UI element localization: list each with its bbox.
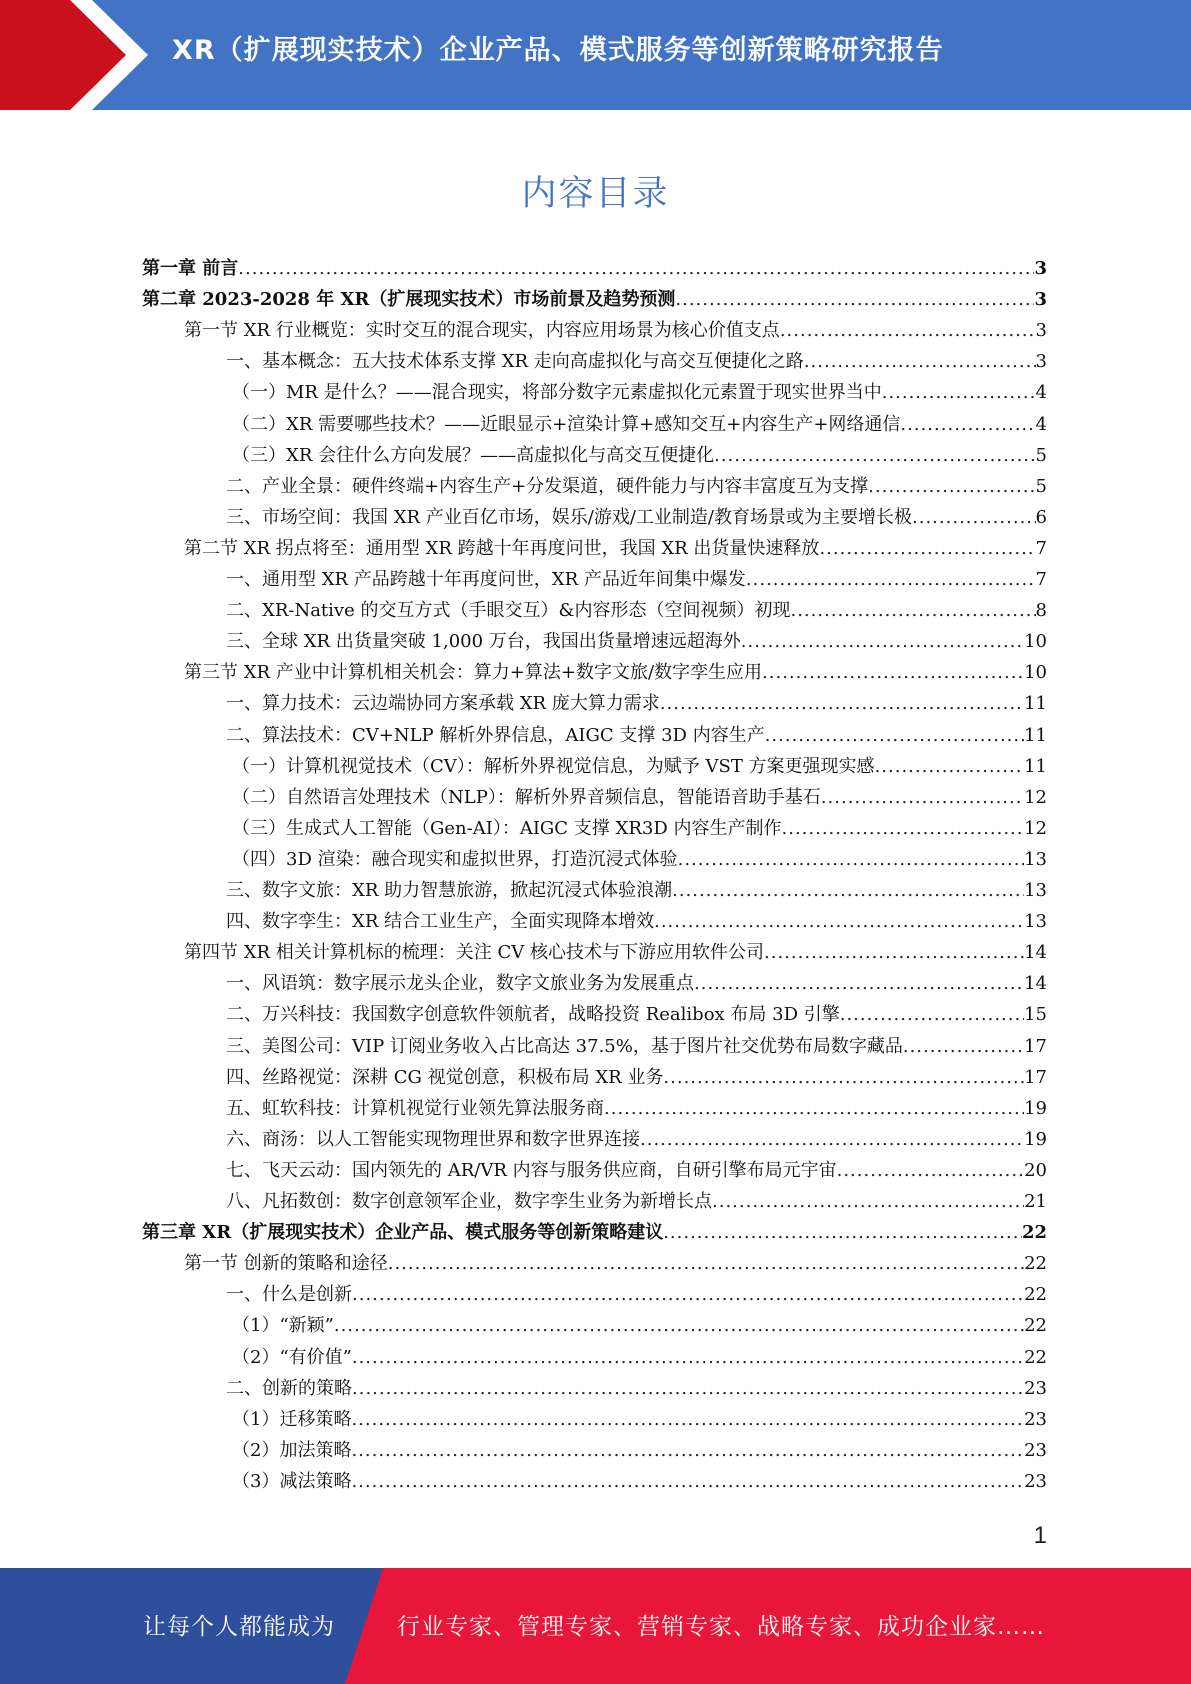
toc-entry[interactable] — [232, 377, 1047, 408]
toc-entry-page: 11 — [1024, 724, 1047, 746]
footer-banner — [0, 1568, 1191, 1684]
toc-leader-dots — [352, 1279, 1024, 1310]
toc-entry[interactable] — [184, 533, 1047, 564]
toc-entry-page: 19 — [1024, 1097, 1047, 1119]
toc-entry-title: 二、创新的策略 — [226, 1377, 352, 1399]
toc-entry[interactable] — [232, 1466, 1047, 1497]
toc-entry[interactable] — [232, 1310, 1047, 1341]
toc-entry-title: 三、全球 XR 出货量突破 1,000 万台，我国出货量增速远超海外 — [226, 631, 741, 653]
toc-entry[interactable] — [232, 751, 1047, 782]
toc-entry-title: 一、什么是创新 — [226, 1284, 352, 1306]
toc-entry-title: 三、数字文旅：XR 助力智慧旅游，掀起沉浸式体验浪潮 — [226, 880, 673, 901]
toc-entry-title: 五、虹软科技：计算机视觉行业领先算法服务商 — [226, 1097, 604, 1119]
toc-entry-title: 第二章 2023-2028 年 XR（扩展现实技术）市场前景及趋势预测 — [142, 289, 676, 311]
toc-entry-title: （二）自然语言处理技术（NLP）：解析外界音频信息，智能语音助手基石 — [232, 786, 821, 808]
toc-leader-dots — [712, 1186, 1024, 1217]
toc-entry-page: 19 — [1024, 1128, 1047, 1150]
toc-entry-title: （四）3D 渲染：融合现实和虚拟世界，打造沉浸式体验 — [232, 848, 678, 870]
toc-leader-dots — [875, 751, 1025, 782]
toc-entry-page: 22 — [1021, 1222, 1047, 1244]
toc-entry-title: （3）减法策略 — [232, 1470, 352, 1492]
toc-heading: 内容目录 — [521, 174, 670, 214]
toc-entry[interactable] — [142, 284, 1047, 315]
toc-entry[interactable] — [232, 440, 1047, 471]
toc-entry-title: 二、万兴科技：我国数字创意软件领航者，战略投资 Realibox 布局 3D 引擎 — [226, 1004, 840, 1026]
toc-leader-dots — [882, 377, 1036, 408]
toc-entry-title: （三）生成式人工智能（Gen-AI）：AIGC 支撑 XR3D 内容生产制作 — [232, 817, 782, 839]
toc-entry[interactable] — [226, 968, 1047, 999]
toc-entry[interactable] — [226, 626, 1047, 657]
toc-leader-dots — [352, 1373, 1024, 1404]
header-banner — [0, 0, 1191, 110]
toc-entry[interactable] — [226, 720, 1047, 751]
toc-entry-page: 6 — [1035, 506, 1047, 528]
toc-entry-title: （一）MR 是什么？——混合现实，将部分数字元素虚拟化元素置于现实世界当中 — [232, 382, 882, 404]
toc-leader-dots — [672, 875, 1024, 906]
toc-entry-page: 14 — [1024, 973, 1047, 995]
toc-entry-title: 第二节 XR 拐点将至：通用型 XR 跨越十年再度问世，我国 XR 出货量快速释放 — [184, 537, 820, 559]
toc-entry-page: 12 — [1024, 786, 1047, 808]
toc-entry[interactable] — [226, 1186, 1047, 1217]
toc-entry-title: 第一章 前言 — [142, 258, 239, 279]
toc-leader-dots — [900, 409, 1035, 440]
toc-leader-dots — [840, 999, 1024, 1030]
toc-entry-page: 14 — [1024, 942, 1047, 964]
toc-entry-page: 23 — [1024, 1377, 1047, 1399]
toc-entry-title: 第一节 创新的策略和途径 — [184, 1253, 388, 1275]
toc-entry-page: 11 — [1024, 755, 1047, 777]
toc-leader-dots — [804, 346, 1036, 377]
toc-leader-dots — [604, 1093, 1024, 1124]
toc-entry[interactable] — [226, 906, 1047, 937]
report-title: XR（扩展现实技术）企业产品、模式服务等创新策略研究报告 — [172, 35, 944, 66]
toc-entry[interactable] — [232, 813, 1047, 844]
toc-entry[interactable] — [226, 999, 1047, 1030]
toc-entry[interactable] — [226, 875, 1047, 906]
toc-leader-dots — [868, 471, 1035, 502]
toc-entry-title: （二）XR 需要哪些技术？——近眼显示+渲染计算+感知交互+内容生产+网络通信 — [232, 413, 901, 435]
toc-leader-dots — [675, 284, 1034, 315]
toc-entry-page: 15 — [1024, 1004, 1047, 1026]
toc-entry[interactable] — [232, 782, 1047, 813]
toc-entry[interactable] — [226, 346, 1047, 377]
toc-entry-title: 七、飞天云动：国内领先的 AR/VR 内容与服务供应商，自研引擎布局元宇宙 — [226, 1159, 837, 1181]
toc-entry-page: 5 — [1035, 444, 1047, 466]
toc-leader-dots — [746, 564, 1036, 595]
toc-entry-page: 3 — [1035, 351, 1047, 373]
toc-entry-title: 二、产业全景：硬件终端+内容生产+分发渠道，硬件能力与内容丰富度互为支撑 — [226, 475, 869, 497]
toc-leader-dots — [780, 315, 1036, 346]
toc-entry-page: 10 — [1024, 631, 1047, 653]
toc-entry-page: 13 — [1024, 880, 1047, 901]
toc-entry-page: 11 — [1024, 693, 1047, 715]
toc-entry-page: 20 — [1024, 1159, 1047, 1181]
toc-entry[interactable] — [232, 409, 1047, 440]
page-number: 1 — [1033, 1522, 1047, 1549]
toc-entry-title: 二、算法技术：CV+NLP 解析外界信息，AIGC 支撑 3D 内容生产 — [226, 724, 765, 746]
toc-leader-dots — [741, 626, 1024, 657]
toc-entry-page: 4 — [1035, 382, 1047, 404]
toc-leader-dots — [640, 1124, 1024, 1155]
toc-leader-dots — [765, 720, 1024, 751]
toc-entry-page: 8 — [1035, 600, 1047, 622]
toc-entry-page: 7 — [1035, 569, 1047, 590]
toc-entry-title: 一、通用型 XR 产品跨越十年再度问世，XR 产品近年间集中爆发 — [226, 569, 746, 590]
toc-entry-page: 10 — [1024, 662, 1047, 684]
toc-leader-dots — [837, 1155, 1024, 1186]
toc-entry[interactable] — [226, 471, 1047, 502]
toc-entry-title: （1）“新颖” — [232, 1315, 334, 1337]
toc-entry[interactable] — [142, 253, 1047, 284]
toc-entry-page: 17 — [1024, 1035, 1047, 1057]
toc-entry-page: 22 — [1024, 1315, 1047, 1337]
toc-entry[interactable] — [232, 1435, 1047, 1466]
toc-entry-title: （一）计算机视觉技术（CV）：解析外界视觉信息，为赋予 VST 方案更强现实感 — [232, 755, 875, 777]
toc-entry[interactable] — [184, 315, 1047, 346]
toc-entry[interactable] — [226, 1093, 1047, 1124]
toc-entry-title: 二、XR-Native 的交互方式（手眼交互）&内容形态（空间视频）初现 — [226, 600, 791, 622]
toc-leader-dots — [351, 1466, 1024, 1497]
toc-leader-dots — [782, 813, 1025, 844]
toc-leader-dots — [660, 688, 1024, 719]
footer-slogan-right: 行业专家、管理专家、营销专家、战略专家、成功企业家…… — [397, 1614, 1045, 1640]
toc-entry-page: 3 — [1034, 289, 1047, 311]
toc-entry-title: （1）迁移策略 — [232, 1408, 352, 1430]
toc-entry[interactable] — [226, 595, 1047, 626]
toc-entry-page: 7 — [1035, 537, 1047, 559]
toc-entry-title: 六、商汤：以人工智能实现物理世界和数字世界连接 — [226, 1128, 640, 1150]
toc-entry-title: 一、风语筑：数字展示龙头企业，数字文旅业务为发展重点 — [226, 973, 694, 995]
toc-entry[interactable] — [226, 688, 1047, 719]
toc-leader-dots — [334, 1310, 1024, 1341]
toc-entry-page: 4 — [1035, 413, 1047, 435]
toc-entry-page: 5 — [1035, 475, 1047, 497]
toc-entry[interactable] — [226, 1155, 1047, 1186]
toc-entry-page: 3 — [1035, 320, 1047, 342]
toc-entry-page: 13 — [1024, 911, 1047, 933]
toc-entry-page: 23 — [1024, 1470, 1047, 1492]
toc-leader-dots — [352, 1342, 1024, 1373]
toc-leader-dots — [819, 533, 1035, 564]
toc-entry-title: 三、市场空间：我国 XR 产业百亿市场，娱乐/游戏/工业制造/教育场景或为主要增长极 — [226, 506, 913, 528]
toc-entry[interactable] — [184, 937, 1047, 968]
toc-entry-title: （2）“有价值” — [232, 1346, 352, 1368]
toc-leader-dots — [351, 1435, 1024, 1466]
toc-entry[interactable] — [142, 1217, 1047, 1248]
toc-entry[interactable] — [226, 564, 1047, 595]
toc-leader-dots — [678, 844, 1024, 875]
footer-slogan-left: 让每个人都能成为 — [143, 1614, 335, 1640]
toc-entry-title: 第三章 XR（扩展现实技术）企业产品、模式服务等创新策略建议 — [142, 1222, 664, 1244]
toc-entry[interactable] — [184, 657, 1047, 688]
toc-entry-title: 第一节 XR 行业概览：实时交互的混合现实，内容应用场景为核心价值支点 — [184, 320, 780, 342]
toc-entry-title: 第四节 XR 相关计算机标的梳理：关注 CV 核心技术与下游应用软件公司 — [184, 942, 765, 964]
toc-entry-page: 22 — [1024, 1253, 1047, 1275]
toc-entry[interactable] — [232, 1404, 1047, 1435]
toc-entry[interactable] — [226, 1031, 1047, 1062]
toc-leader-dots — [351, 1404, 1024, 1435]
toc-entry-title: （三）XR 会往什么方向发展？——高虚拟化与高交互便捷化 — [232, 444, 715, 466]
toc-leader-dots — [654, 906, 1024, 937]
toc-entry-page: 12 — [1024, 817, 1047, 839]
toc-entry-title: 八、凡拓数创：数字创意领军企业，数字孪生业务为新增长点 — [226, 1191, 712, 1212]
toc-leader-dots — [764, 937, 1024, 968]
toc-leader-dots — [714, 440, 1035, 471]
toc-entry-page: 21 — [1024, 1191, 1047, 1212]
toc-entry[interactable] — [226, 1373, 1047, 1404]
toc-leader-dots — [821, 782, 1024, 813]
toc-leader-dots — [912, 502, 1036, 533]
toc-entry-page: 23 — [1024, 1408, 1047, 1430]
header-arrow-decoration — [0, 0, 160, 110]
toc-entry-title: 四、数字孪生：XR 结合工业生产，全面实现降本增效 — [226, 911, 655, 933]
toc-entry-page: 23 — [1024, 1439, 1047, 1461]
toc-leader-dots — [694, 968, 1024, 999]
toc-entry-title: （2）加法策略 — [232, 1439, 352, 1461]
toc-leader-dots — [663, 1217, 1022, 1248]
toc-entry[interactable] — [232, 844, 1047, 875]
toc-entry-page: 13 — [1024, 848, 1047, 870]
toc-entry-page: 17 — [1024, 1066, 1047, 1088]
toc-entry-title: 一、基本概念：五大技术体系支撑 XR 走向高虚拟化与高交互便捷化之路 — [226, 351, 804, 373]
toc-leader-dots — [790, 595, 1035, 626]
toc-entry-page: 22 — [1024, 1346, 1047, 1368]
toc-entry-page: 3 — [1034, 258, 1047, 279]
toc-leader-dots — [903, 1031, 1024, 1062]
toc-entry[interactable] — [184, 1248, 1047, 1279]
toc-leader-dots — [663, 1062, 1024, 1093]
toc-entry[interactable] — [226, 1279, 1047, 1310]
toc-entry-title: 第三节 XR 产业中计算机相关机会：算力+算法+数字文旅/数字孪生应用 — [184, 662, 763, 684]
toc-leader-dots — [238, 253, 1034, 284]
toc-entry[interactable] — [232, 1342, 1047, 1373]
toc-entry[interactable] — [226, 1062, 1047, 1093]
toc-entry[interactable] — [226, 502, 1047, 533]
toc-leader-dots — [762, 657, 1024, 688]
toc-entry-title: 三、美图公司：VIP 订阅业务收入占比高达 37.5%，基于图片社交优势布局数字藏品 — [226, 1035, 903, 1057]
toc-entry-page: 22 — [1024, 1284, 1047, 1306]
toc-leader-dots — [388, 1248, 1024, 1279]
toc-entry-title: 一、算力技术：云边端协同方案承载 XR 庞大算力需求 — [226, 693, 660, 715]
toc-entry[interactable] — [226, 1124, 1047, 1155]
toc-entry-title: 四、丝路视觉：深耕 CG 视觉创意，积极布局 XR 业务 — [226, 1066, 664, 1088]
